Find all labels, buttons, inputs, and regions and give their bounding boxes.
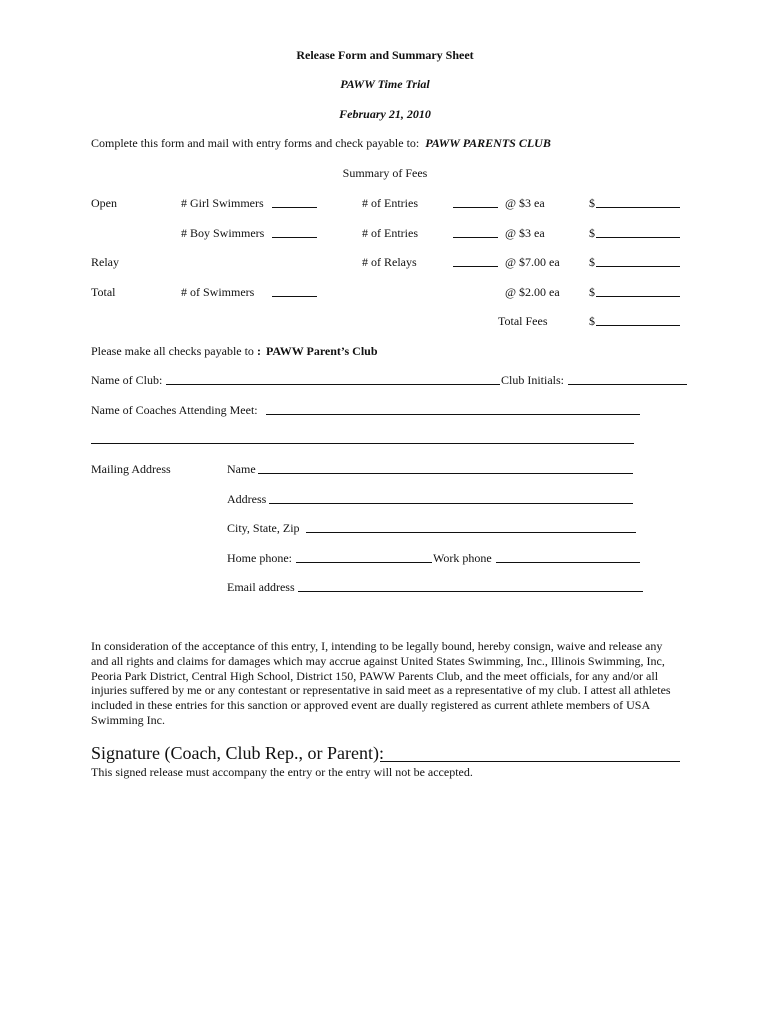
club-name-label: Name of Club: <box>91 373 163 387</box>
intro-text: Complete this form and mail with entry forms and check payable to: <box>91 136 420 150</box>
work-phone-label: Work phone <box>433 551 492 565</box>
boy-rate: @ $3 ea <box>505 226 545 240</box>
boy-amount-field[interactable] <box>596 237 680 238</box>
club-initials-field[interactable] <box>568 384 687 385</box>
relay-currency: $ <box>589 255 595 269</box>
mailing-name-label: Name <box>227 462 256 476</box>
fees-heading: Summary of Fees <box>342 166 428 180</box>
mailing-address-label: Address <box>227 492 267 506</box>
signature-note: This signed release must accompany the entry or the entry will not be accepted. <box>91 765 473 779</box>
total-fees-label: Total Fees <box>498 314 548 328</box>
boy-currency: $ <box>589 226 595 240</box>
row-total-label: Total <box>91 285 116 299</box>
mailing-city-label: City, State, Zip <box>227 521 300 535</box>
coaches-field[interactable] <box>266 414 640 415</box>
total-swimmers-label: # of Swimmers <box>181 285 255 299</box>
club-name-field[interactable] <box>166 384 500 385</box>
girl-entries-label: # of Entries <box>362 196 418 210</box>
boy-entries-field[interactable] <box>453 237 498 238</box>
mailing-address-field[interactable] <box>269 503 633 504</box>
signature-label: Signature (Coach, Club Rep., or Parent): <box>91 743 384 763</box>
girl-swimmers-label: # Girl Swimmers <box>181 196 264 210</box>
mailing-name-field[interactable] <box>258 473 633 474</box>
release-paragraph: In consideration of the acceptance of this entry, I, intending to be legally bound, hereby consign, waive and release any and all rights and claims for damages which may accrue against United States Swimming, Inc., Illinois Swimming, Inc, Peoria Park District, Central High School, District 150, PAWW Parents Club, and the meet officials, for any and/or all injuries suffered by me or any contestant or representative in said meet as a representative of my club. I attest all athletes included in these entries for this sanction or approved event are dually registered as current athlete members of USA Swimming Inc. <box>91 639 671 727</box>
total-swimmers-field[interactable] <box>272 296 317 297</box>
girl-currency: $ <box>589 196 595 210</box>
signature-field[interactable] <box>380 761 680 762</box>
home-phone-field[interactable] <box>296 562 432 563</box>
girl-entries-field[interactable] <box>453 207 498 208</box>
checks-payee: PAWW Parent’s Club <box>265 344 378 358</box>
checks-text: Please make all checks payable to <box>91 344 254 358</box>
girl-amount-field[interactable] <box>596 207 680 208</box>
email-field[interactable] <box>298 591 643 592</box>
club-initials-label: Club Initials: <box>501 373 564 387</box>
checks-colon: : <box>256 344 261 358</box>
total-amount-field[interactable] <box>596 296 680 297</box>
coaches-label: Name of Coaches Attending Meet: <box>91 403 258 417</box>
home-phone-label: Home phone: <box>227 551 292 565</box>
total-fees-field[interactable] <box>596 325 680 326</box>
relays-label: # of Relays <box>362 255 417 269</box>
girl-rate: @ $3 ea <box>505 196 545 210</box>
relay-amount-field[interactable] <box>596 266 680 267</box>
mailing-label: Mailing Address <box>91 462 171 476</box>
row-open-label: Open <box>91 196 117 210</box>
form-title: Release Form and Summary Sheet <box>296 48 474 62</box>
relay-rate: @ $7.00 ea <box>505 255 560 269</box>
intro-payee: PAWW PARENTS CLUB <box>425 136 551 150</box>
boy-swimmers-field[interactable] <box>272 237 317 238</box>
event-name: PAWW Time Trial <box>340 77 430 91</box>
row-relay-label: Relay <box>91 255 119 269</box>
checks-line <box>91 344 378 358</box>
total-fees-currency: $ <box>589 314 595 328</box>
relays-field[interactable] <box>453 266 498 267</box>
coaches-field-line-2[interactable] <box>91 443 634 444</box>
event-date: February 21, 2010 <box>339 107 431 121</box>
email-label: Email address <box>227 580 295 594</box>
mailing-city-field[interactable] <box>306 532 636 533</box>
total-currency: $ <box>589 285 595 299</box>
girl-swimmers-field[interactable] <box>272 207 317 208</box>
total-rate: @ $2.00 ea <box>505 285 560 299</box>
work-phone-field[interactable] <box>496 562 640 563</box>
intro-line <box>91 136 551 150</box>
boy-swimmers-label: # Boy Swimmers <box>181 226 265 240</box>
boy-entries-label: # of Entries <box>362 226 418 240</box>
